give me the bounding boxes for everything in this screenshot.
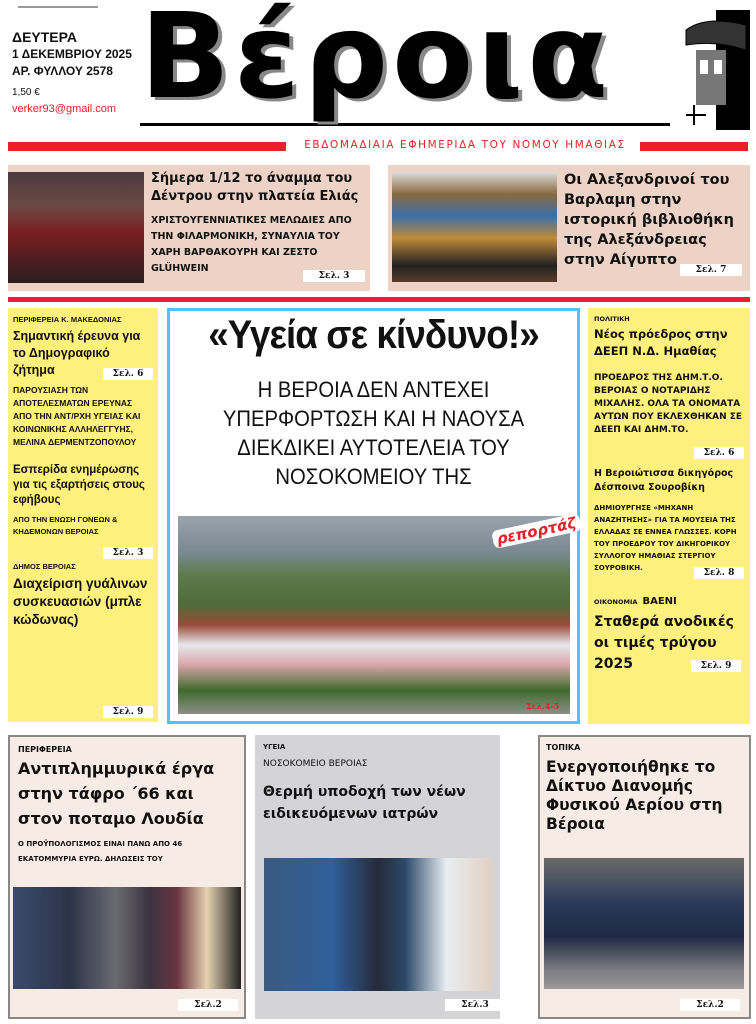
article-subtitle: Ο ΠΡΟΫΠΟΛΟΓΙΣΜΟΣ ΕΙΝΑΙ ΠΑΝΩ ΑΠΟ 46 ΕΚΑΤΟΜΜΥΡΙΑ ΕΥΡΩ. ΔΗΛΩΣΕΙΣ ΤΟΥ bbox=[18, 840, 183, 863]
section-divider bbox=[8, 297, 750, 302]
top-story-varlamis[interactable] bbox=[388, 165, 750, 291]
page-ref: Σελ.4-5 bbox=[526, 701, 560, 711]
top-story-tree-lighting[interactable] bbox=[8, 165, 370, 291]
page-ref: Σελ. 9 bbox=[103, 706, 153, 718]
article-title: Αντιπλημμυρικά έργα στην τάφρο ΄66 και στον ποταμο Λουδία bbox=[18, 759, 215, 828]
page-ref: Σελ. 3 bbox=[303, 270, 365, 282]
page-ref: Σελ. 6 bbox=[103, 368, 153, 380]
bottom-story-natural-gas[interactable] bbox=[538, 735, 751, 1019]
article-subtitle: ΔΗΜΙΟΥΡΓΗΣΕ «ΜΗΧΑΝΗ ΑΝΑΖΗΤΗΣΗΣ» ΓΙΑ ΤΑ ΜΟΥΣΕΙΑ ΤΗΣ ΕΛΛΑΔΑΣ ΣΕ ΕΝΝΕΑ ΓΛΩΣΣΕΣ. ΚΟΡΗ ΤΟΥ ΠΡΟΕΔΡΟΥ ΤΟΥ ΔΙΚΗΓΟΡΙΚΟΥ ΣΥΛΛΟΓΟΥ ΗΜΑΘΙΑΣ ΣΤΕΡΓΙΟΥ ΣΟΥΡΟΒΙΚΗ. bbox=[594, 504, 737, 572]
price: 1,50 € bbox=[12, 87, 40, 98]
gas-network-group-photo bbox=[544, 858, 744, 989]
left-news-column bbox=[8, 308, 158, 722]
tagline-bar-right bbox=[640, 142, 748, 151]
article-kicker: ΤΟΠΙΚΑ bbox=[546, 743, 581, 752]
article-kicker: ΥΓΕΙΑ bbox=[263, 743, 286, 751]
article-title: Ενεργοποιήθηκε το Δίκτυο Διανομής Φυσικού Αερίου στη Βέροια bbox=[546, 758, 723, 833]
article-kicker-secondary: ΒΑΕΝΙ bbox=[642, 596, 677, 607]
story-title: Οι Αλεξανδρινοί του Βαρλαμη στην ιστορική βιβλιοθήκη της Αλεξάνδρειας στην Αίγυπτο bbox=[564, 172, 734, 268]
page-ref: Σελ. 7 bbox=[680, 264, 742, 276]
article-title: Θερμή υποδοχή των νέων ειδικευόμενων ιατρών bbox=[263, 784, 466, 822]
edition-info bbox=[12, 28, 142, 116]
masthead-logo: Βέροια bbox=[140, 0, 670, 126]
story-subtitle: ΧΡΙΣΤΟΥΓΕΝΝΙΑΤΙΚΕΣ ΜΕΛΩΔΙΕΣ ΑΠΟ ΤΗΝ ΦΙΛΑΡΜΟΝΙΚΗ, ΣΥΝΑΥΛΙΑ ΤΟΥ ΧΑΡΗ ΒΑΡΘΑΚΟΥΡΗ ΚΑΙ ΖΕΣΤΟ GLÜHWEIN bbox=[151, 215, 352, 274]
article-title[interactable]: Σταθερά ανοδικές οι τιμές τρύγου 2025 bbox=[594, 614, 734, 672]
article-title[interactable]: Εσπερίδα ενημέρωσης για τις εξαρτήσεις στους εφήβους bbox=[13, 464, 145, 506]
page-ref: Σελ. 8 bbox=[694, 567, 744, 579]
page-ref: Σελ.3 bbox=[445, 999, 505, 1011]
article-kicker-secondary: ΝΟΣΟΚΟΜΕΙΟ ΒΕΡΟΙΑΣ bbox=[263, 759, 368, 769]
article-subtitle: ΠΡΟΕΔΡΟΣ ΤΗΣ ΔΗΜ.Τ.Ο. ΒΕΡΟΙΑΣ Ο ΝΟΤΑΡΙΔΗΣ ΜΙΧΑΛΗΣ. ΟΛΑ ΤΑ ΟΝΟΜΑΤΑ ΑΥΤΩΝ ΠΟΥ ΕΚΛΕΧΘΗΚΑΝ ΣΕ ΔΕΕΠ ΚΑΙ ΔΗΜ.ΤΟ. bbox=[594, 373, 743, 435]
article-title[interactable]: Διαχείριση γυάλινων συσκευασιών (μπλε κώδωνας) bbox=[13, 576, 148, 627]
lead-headline: «Υγεία σε κίνδυνο!» bbox=[208, 313, 539, 357]
article-subtitle: ΑΠΟ ΤΗΝ ΕΝΩΣΗ ΓΟΝΕΩΝ & ΚΗΔΕΜΟΝΩΝ ΒΕΡΟΙΑΣ bbox=[13, 515, 118, 536]
article-subtitle: ΠΑΡΟΥΣΙΑΣΗ ΤΩΝ ΑΠΟΤΕΛΕΣΜΑΤΩΝ ΕΡΕΥΝΑΣ ΑΠΟ ΤΗΝ ΑΝΤ/ΡΧΗ ΥΓΕΙΑΣ ΚΑΙ ΚΟΙΝΩΝΙΚΗΣ ΑΛΛΗΛΕΓΓΥΗΣ, ΜΕΛΙΝΑ ΔΕΡΜΕΝΤΖΟΠΟΥΛΟΥ bbox=[13, 385, 141, 447]
story-title: Σήμερα 1/12 το άναμμα του Δέντρου στην πλατεία Ελιάς bbox=[151, 171, 359, 204]
hospital-aerial-photo bbox=[178, 516, 570, 714]
article-kicker: ΟΙΚΟΝΟΜΙΑ bbox=[594, 598, 638, 606]
bottom-story-new-doctors[interactable] bbox=[255, 735, 500, 1019]
lead-subheadline: Η ΒΕΡΟΙΑ ΔΕΝ ΑΝΤΕΧΕΙ ΥΠΕΡΦΟΡΤΩΣΗ ΚΑΙ Η ΝΑΟΥΣΑ ΔΙΕΚΔΙΚΕΙ ΑΥΤΟΤΕΛΕΙΑ ΤΟΥ ΝΟΣΟΚΟΜΕΙΟΥ ΤΗΣ bbox=[222, 377, 525, 489]
issue-number: ΑΡ. ΦΥΛΛΟΥ 2578 bbox=[12, 64, 113, 78]
publisher-logos bbox=[18, 0, 98, 8]
lead-story[interactable] bbox=[167, 308, 580, 724]
page-ref: Σελ.2 bbox=[178, 999, 238, 1011]
bottom-story-flood-works[interactable] bbox=[8, 735, 246, 1019]
article-title[interactable]: Νέος πρόεδρος στην ΔΕΕΠ Ν.Δ. Ημαθίας bbox=[594, 327, 728, 358]
tagline-bar-left bbox=[8, 142, 286, 151]
report-badge: ρεπορτάζ bbox=[491, 513, 582, 549]
varlamis-painting-photo bbox=[392, 172, 557, 282]
tree-logo bbox=[676, 10, 750, 130]
article-title[interactable]: Σημαντική έρευνα για το Δημογραφικό ζήτημα bbox=[13, 329, 141, 377]
edition-date: 1 ΔΕΚΕΜΒΡΙΟΥ 2025 bbox=[12, 47, 132, 61]
article-title[interactable]: Η Βεροιώτισσα δικηγόρος Δέσποινα Σουροβίκη bbox=[594, 468, 734, 493]
right-news-column bbox=[588, 308, 750, 724]
article-kicker: ΠΟΛΙΤΙΚΗ bbox=[594, 315, 630, 323]
article-kicker: ΠΕΡΙΦΕΡΕΙΑ Κ. ΜΑΚΕΔΟΝΙΑΣ bbox=[13, 315, 122, 324]
tagline: ΕΒΔΟΜΑΔΙΑΙΑ ΕΦΗΜΕΡΙΔΑ ΤΟΥ ΝΟΜΟΥ ΗΜΑΘΙΑΣ bbox=[304, 139, 626, 151]
doctors-group-photo bbox=[264, 858, 492, 991]
page-ref: Σελ. 6 bbox=[694, 447, 744, 459]
christmas-choir-photo bbox=[8, 172, 144, 283]
page-ref: Σελ. 3 bbox=[103, 547, 153, 559]
signing-photo bbox=[13, 887, 241, 989]
article-kicker: ΔΗΜΟΣ ΒΕΡΟΙΑΣ bbox=[13, 562, 76, 571]
email-link[interactable]: verker93@gmail.com bbox=[12, 103, 117, 115]
page-ref: Σελ.2 bbox=[680, 999, 740, 1011]
page-ref: Σελ. 9 bbox=[691, 660, 741, 672]
article-kicker: ΠΕΡΙΦΕΡΕΙΑ bbox=[18, 745, 72, 754]
edition-day: ΔΕΥΤΕΡΑ bbox=[12, 29, 78, 45]
